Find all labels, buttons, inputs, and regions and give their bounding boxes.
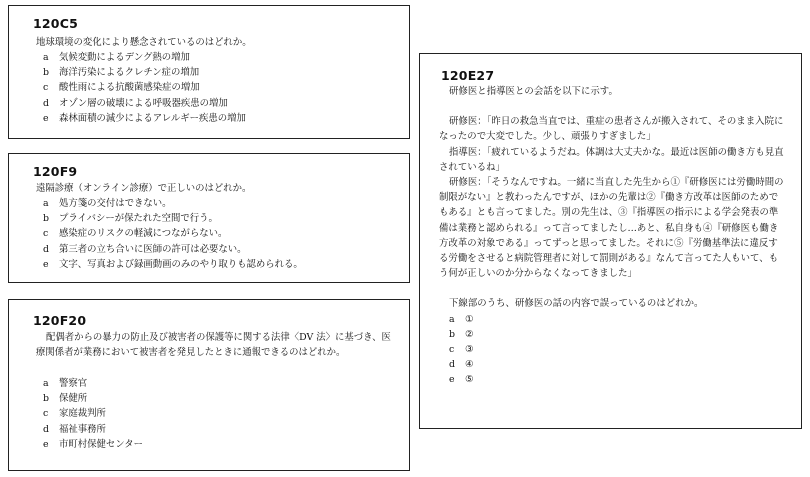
option-d bbox=[43, 422, 143, 437]
option-a bbox=[449, 312, 787, 327]
option-text: 感染症のリスクの軽減につながらない。 bbox=[59, 228, 228, 240]
option-b bbox=[43, 65, 246, 80]
question-card-120F9 bbox=[8, 153, 410, 283]
question-prompt: 下線部のうち、研修医の話の内容で誤っているのはどれか。 bbox=[449, 298, 704, 310]
option-label: d bbox=[43, 243, 50, 255]
option-e bbox=[43, 437, 143, 452]
option-d bbox=[43, 242, 303, 257]
option-label: b bbox=[43, 67, 50, 79]
dialogue-line-resident-2: 研修医：「そうなんですね。一緒に当直した先生から①『研修医には労働時間の制限がない』と教わったんですが、ほかの先輩は②『働き方改革は医師のためでもある』とも言ってました。別の先生は、③『指導医の指示による学会発表の準備は業務と認められる』って言ってましたし…あと、私自身も④『研修医も働き方改革の対象である』ってずっと思ってました。それに⑤『労働基準法に違反する労働をさせると病院管理者に対して罰則がある』なんて言ってた人もいて、もう何が正しいのか分からなくなってきました」 bbox=[439, 177, 784, 280]
option-label: a bbox=[449, 313, 455, 325]
option-text: 海洋汚染によるクレチン症の増加 bbox=[59, 67, 200, 79]
option-text: ④ bbox=[465, 359, 474, 371]
option-text: 家庭裁判所 bbox=[59, 408, 106, 420]
option-text: 保健所 bbox=[59, 393, 88, 405]
option-e bbox=[449, 372, 787, 387]
option-text: ⑤ bbox=[465, 374, 474, 386]
option-text: プライバシーが保たれた空間で行う。 bbox=[59, 213, 218, 225]
dialogue-line-supervisor: 指導医：「疲れているようだね。体調は大丈夫かな。最近は医師の働き方も見直されているね」 bbox=[439, 146, 784, 173]
option-text: 文字、写真および録画動画のみのやり取りも認められる。 bbox=[59, 258, 303, 270]
question-card-120F20 bbox=[8, 299, 410, 471]
question-id: 120E27 bbox=[441, 68, 495, 83]
option-text: 第三者の立ち合いに医師の許可は必要ない。 bbox=[59, 243, 247, 255]
option-label: a bbox=[43, 52, 49, 63]
option-d bbox=[43, 96, 246, 111]
option-list bbox=[43, 50, 246, 126]
option-list bbox=[449, 312, 787, 388]
option-b bbox=[43, 391, 143, 406]
option-text: 酸性雨による抗酸菌感染症の増加 bbox=[59, 82, 200, 94]
option-text: 福祉事務所 bbox=[59, 423, 106, 435]
option-c bbox=[43, 406, 143, 421]
option-a bbox=[43, 196, 303, 211]
option-text: ③ bbox=[465, 344, 474, 356]
option-label: b bbox=[43, 393, 50, 405]
option-list bbox=[43, 196, 303, 272]
option-label: e bbox=[43, 438, 49, 450]
question-stem: 地球環境の変化により懸念されているのはどれか。 bbox=[36, 37, 252, 48]
option-c bbox=[43, 80, 246, 95]
option-text: 処方箋の交付はできない。 bbox=[59, 198, 172, 209]
option-c bbox=[449, 342, 787, 357]
option-label: d bbox=[43, 423, 50, 435]
option-b bbox=[449, 327, 787, 342]
option-label: c bbox=[449, 344, 455, 356]
option-label: c bbox=[43, 228, 49, 240]
option-label: c bbox=[43, 82, 49, 94]
option-text: 警察官 bbox=[59, 378, 88, 389]
option-e bbox=[43, 257, 303, 272]
option-text: オゾン層の破壊による呼吸器疾患の増加 bbox=[59, 97, 228, 109]
option-text: ② bbox=[465, 328, 474, 340]
option-label: a bbox=[43, 198, 49, 209]
option-label: e bbox=[43, 258, 49, 270]
question-card-120E27 bbox=[419, 53, 802, 429]
option-text: 気候変動によるデング熱の増加 bbox=[59, 52, 190, 63]
option-label: e bbox=[449, 374, 455, 386]
option-c bbox=[43, 226, 303, 241]
question-intro: 研修医と指導医との会話を以下に示す。 bbox=[449, 86, 618, 97]
option-text: ① bbox=[465, 313, 474, 325]
question-card-120C5 bbox=[8, 5, 410, 139]
question-id: 120F9 bbox=[33, 164, 78, 179]
option-label: e bbox=[43, 112, 49, 124]
option-label: d bbox=[43, 97, 50, 109]
option-e bbox=[43, 111, 246, 126]
option-label: a bbox=[43, 378, 49, 389]
option-text: 森林面積の減少によるアレルギー疾患の増加 bbox=[59, 112, 246, 124]
dialogue-line-resident-1: 研修医：「昨日の救急当直では、重症の患者さんが搬入されて、そのまま入院になったので大変でした。少し、頑張りすぎました」 bbox=[439, 116, 784, 143]
option-a bbox=[43, 50, 246, 65]
option-label: b bbox=[449, 328, 456, 340]
question-id: 120C5 bbox=[33, 16, 78, 31]
option-label: d bbox=[449, 359, 456, 371]
option-label: b bbox=[43, 213, 50, 225]
option-label: c bbox=[43, 408, 49, 420]
option-a bbox=[43, 376, 143, 391]
question-stem: 配偶者からの暴力の防止及び被害者の保護等に関する法律〈DV 法〉に基づき、医療関係者が業務において被害者を発見したときに通報できるのはどれか。 bbox=[36, 332, 391, 359]
question-stem: 遠隔診療（オンライン診療）で正しいのはどれか。 bbox=[36, 183, 252, 194]
option-list bbox=[43, 376, 143, 452]
option-text: 市町村保健センター bbox=[59, 438, 144, 450]
question-id: 120F20 bbox=[33, 313, 87, 328]
option-b bbox=[43, 211, 303, 226]
option-d bbox=[449, 357, 787, 372]
question-body bbox=[439, 84, 787, 388]
